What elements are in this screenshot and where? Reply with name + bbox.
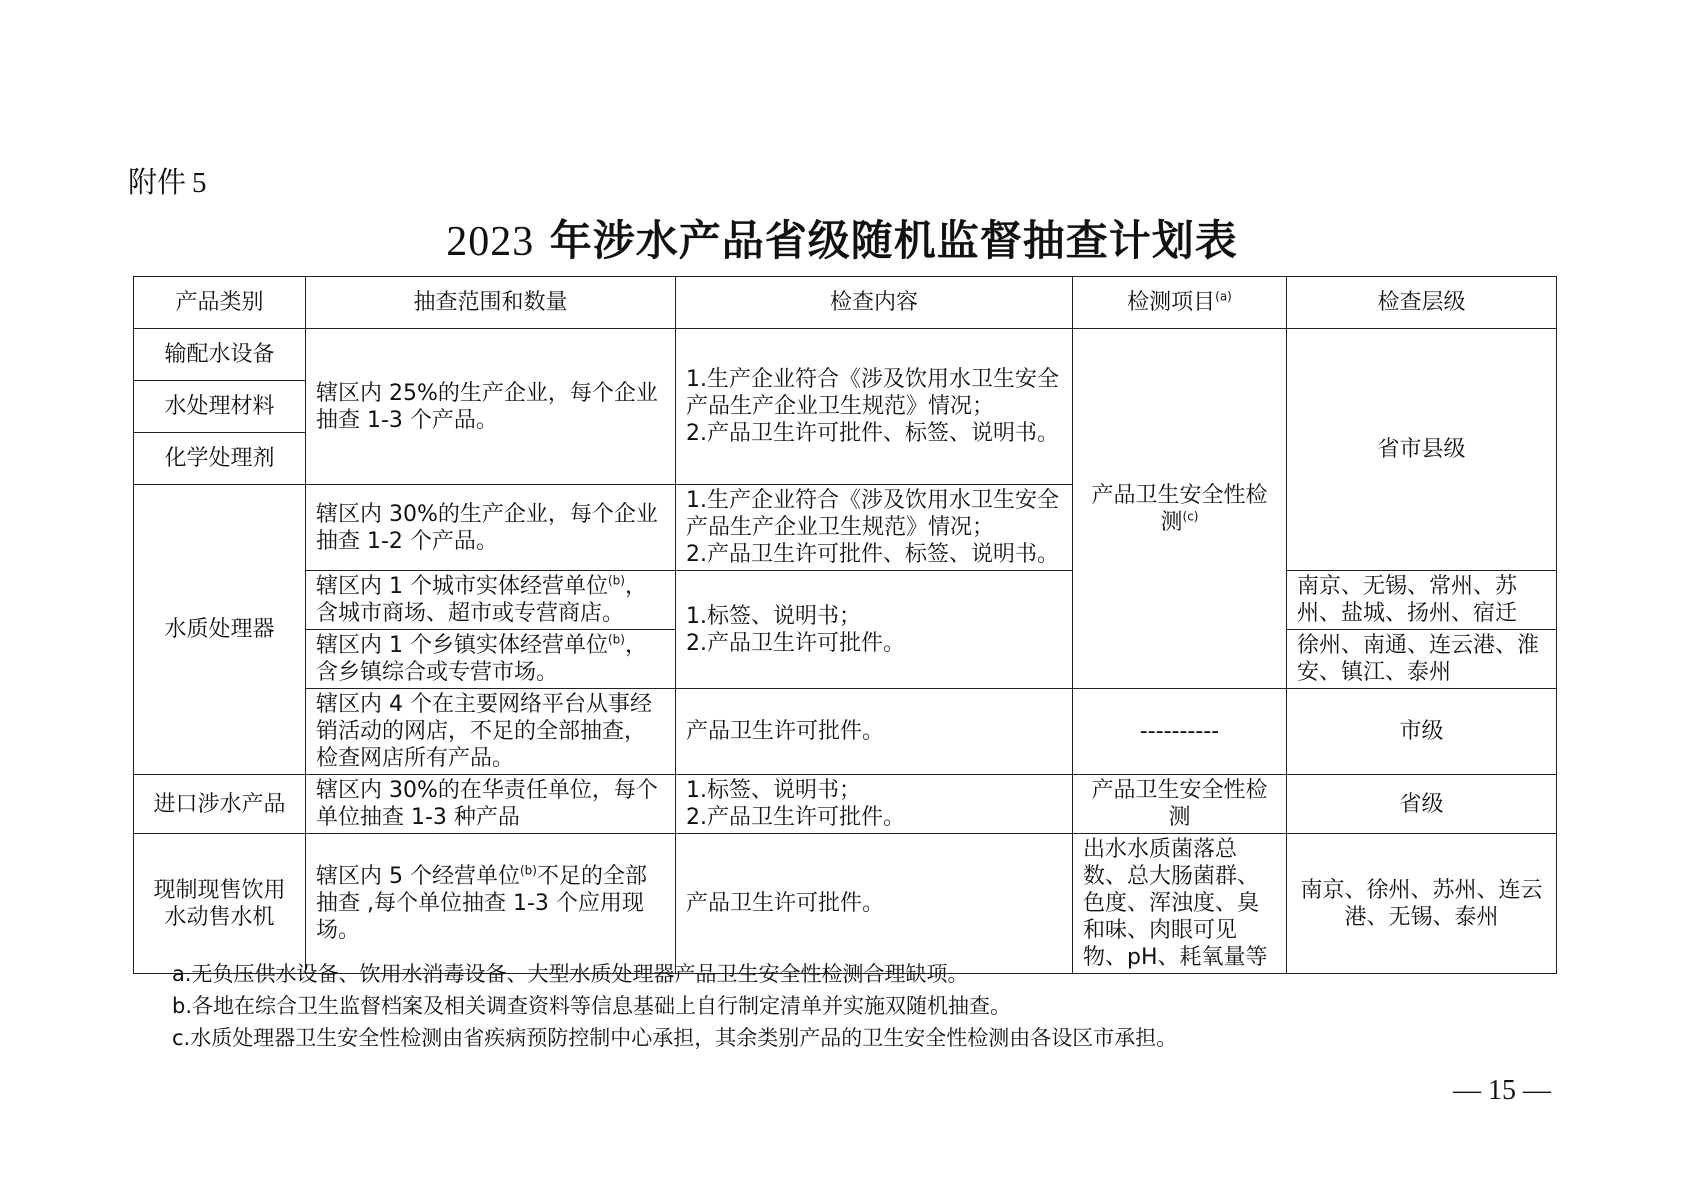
level-cell: 省级 — [1287, 775, 1557, 834]
page-title — [0, 208, 1684, 268]
category-cell: 水处理材料 — [134, 381, 306, 433]
table-row — [134, 329, 1557, 381]
header-test-label: 检测项目 — [1127, 290, 1216, 315]
scope-text: 辖区内 1 个城市实体经营单位 — [316, 574, 608, 599]
header-content: 检查内容 — [676, 277, 1073, 329]
level-cell: 市级 — [1287, 689, 1557, 775]
category-cell: 化学处理剂 — [134, 433, 306, 485]
footnote-a: a.无负压供水设备、饮用水消毒设备、大型水质处理器产品卫生安全性检测合理缺项。 — [172, 962, 969, 986]
test-cell: 出水水质菌落总数、总大肠菌群、色度、浑浊度、臭和味、肉眼可见物、pH、耗氧量等 — [1073, 834, 1287, 974]
header-test-note: (a) — [1215, 289, 1232, 304]
header-row — [134, 277, 1557, 329]
attachment-label — [128, 160, 207, 201]
footnote-c: c.水质处理器卫生安全性检测由省疾病预防控制中心承担，其余类别产品的卫生安全性检测由各设区市承担。 — [172, 1026, 1178, 1050]
table-row — [134, 834, 1557, 974]
content-cell — [676, 775, 1073, 834]
content-cell — [676, 571, 1073, 689]
content-line: 2.产品卫生许可批件、标签、说明书。 — [686, 542, 1059, 567]
test-cell: ---------- — [1073, 689, 1287, 775]
header-scope: 抽查范围和数量 — [306, 277, 676, 329]
scope-cell — [306, 834, 676, 974]
content-line: 1.标签、说明书； — [686, 778, 861, 803]
scope-note: (b) — [607, 632, 625, 647]
scope-text: 辖区内 5 个经营单位 — [316, 864, 520, 889]
page-number: — 15 — — [1453, 1075, 1551, 1106]
scope-text: ，含乡镇综合或专营市场。 — [316, 633, 647, 685]
category-cell: 进口涉水产品 — [134, 775, 306, 834]
scope-cell: 辖区内 30%的生产企业，每个企业抽查 1-2 个产品。 — [306, 485, 676, 571]
content-line: 1.生产企业符合《涉及饮用水卫生安全产品生产企业卫生规范》情况； — [686, 367, 1059, 419]
table-row — [134, 571, 1557, 630]
header-category: 产品类别 — [134, 277, 306, 329]
content-line: 2.产品卫生许可批件。 — [686, 630, 905, 656]
scope-text: ，含城市商场、超市或专营商店。 — [316, 574, 647, 626]
header-level: 检查层级 — [1287, 277, 1557, 329]
content-line: 1.标签、说明书； — [686, 603, 861, 629]
title-year: 2023 — [446, 219, 535, 265]
level-cell: 南京、徐州、苏州、连云港、无锡、泰州 — [1287, 834, 1557, 974]
scope-cell: 辖区内 25%的生产企业，每个企业抽查 1-3 个产品。 — [306, 329, 676, 485]
plan-table — [133, 276, 1557, 974]
scope-cell: 辖区内 30%的在华责任单位，每个单位抽查 1-3 种产品 — [306, 775, 676, 834]
scope-note: (b) — [519, 863, 537, 878]
test-cell — [1073, 329, 1287, 689]
attachment-text: 附件 — [128, 165, 187, 199]
test-cell: 产品卫生安全性检测 — [1073, 775, 1287, 834]
category-cell: 输配水设备 — [134, 329, 306, 381]
scope-cell: 辖区内 4 个在主要网络平台从事经销活动的网店，不足的全部抽查，检查网店所有产品。 — [306, 689, 676, 775]
footnote-b: b.各地在综合卫生监督档案及相关调查资料等信息基础上自行制定清单并实施双随机抽查。 — [172, 994, 1012, 1018]
table-row — [134, 689, 1557, 775]
level-cell: 徐州、南通、连云港、淮安、镇江、泰州 — [1287, 630, 1557, 689]
scope-text: 辖区内 1 个乡镇实体经营单位 — [316, 633, 608, 658]
category-cell: 水质处理器 — [134, 485, 306, 775]
content-line: 2.产品卫生许可批件、标签、说明书。 — [686, 421, 1059, 446]
level-cell: 南京、无锡、常州、苏州、盐城、扬州、宿迁 — [1287, 571, 1557, 630]
level-cell: 省市县级 — [1287, 329, 1557, 571]
test-note: (c) — [1182, 509, 1199, 524]
category-cell: 现制现售饮用水动售水机 — [134, 834, 306, 974]
scope-cell — [306, 571, 676, 630]
content-cell — [676, 485, 1073, 571]
content-cell — [676, 329, 1073, 485]
footnotes — [172, 958, 1177, 1054]
table-row — [134, 775, 1557, 834]
content-line: 1.生产企业符合《涉及饮用水卫生安全产品生产企业卫生规范》情况； — [686, 488, 1059, 540]
scope-cell — [306, 630, 676, 689]
test-label: 产品卫生安全性检测 — [1091, 482, 1268, 535]
scope-note: (b) — [607, 573, 625, 588]
content-line: 2.产品卫生许可批件。 — [686, 805, 905, 830]
content-cell: 产品卫生许可批件。 — [676, 689, 1073, 775]
header-test — [1073, 277, 1287, 329]
attachment-number: 5 — [192, 167, 207, 199]
content-cell: 产品卫生许可批件。 — [676, 834, 1073, 974]
title-text: 年涉水产品省级随机监督抽查计划表 — [534, 216, 1238, 265]
scope-text: 不足的全部抽查 ,每个单位抽查 1-3 个应用现场。 — [316, 864, 647, 943]
